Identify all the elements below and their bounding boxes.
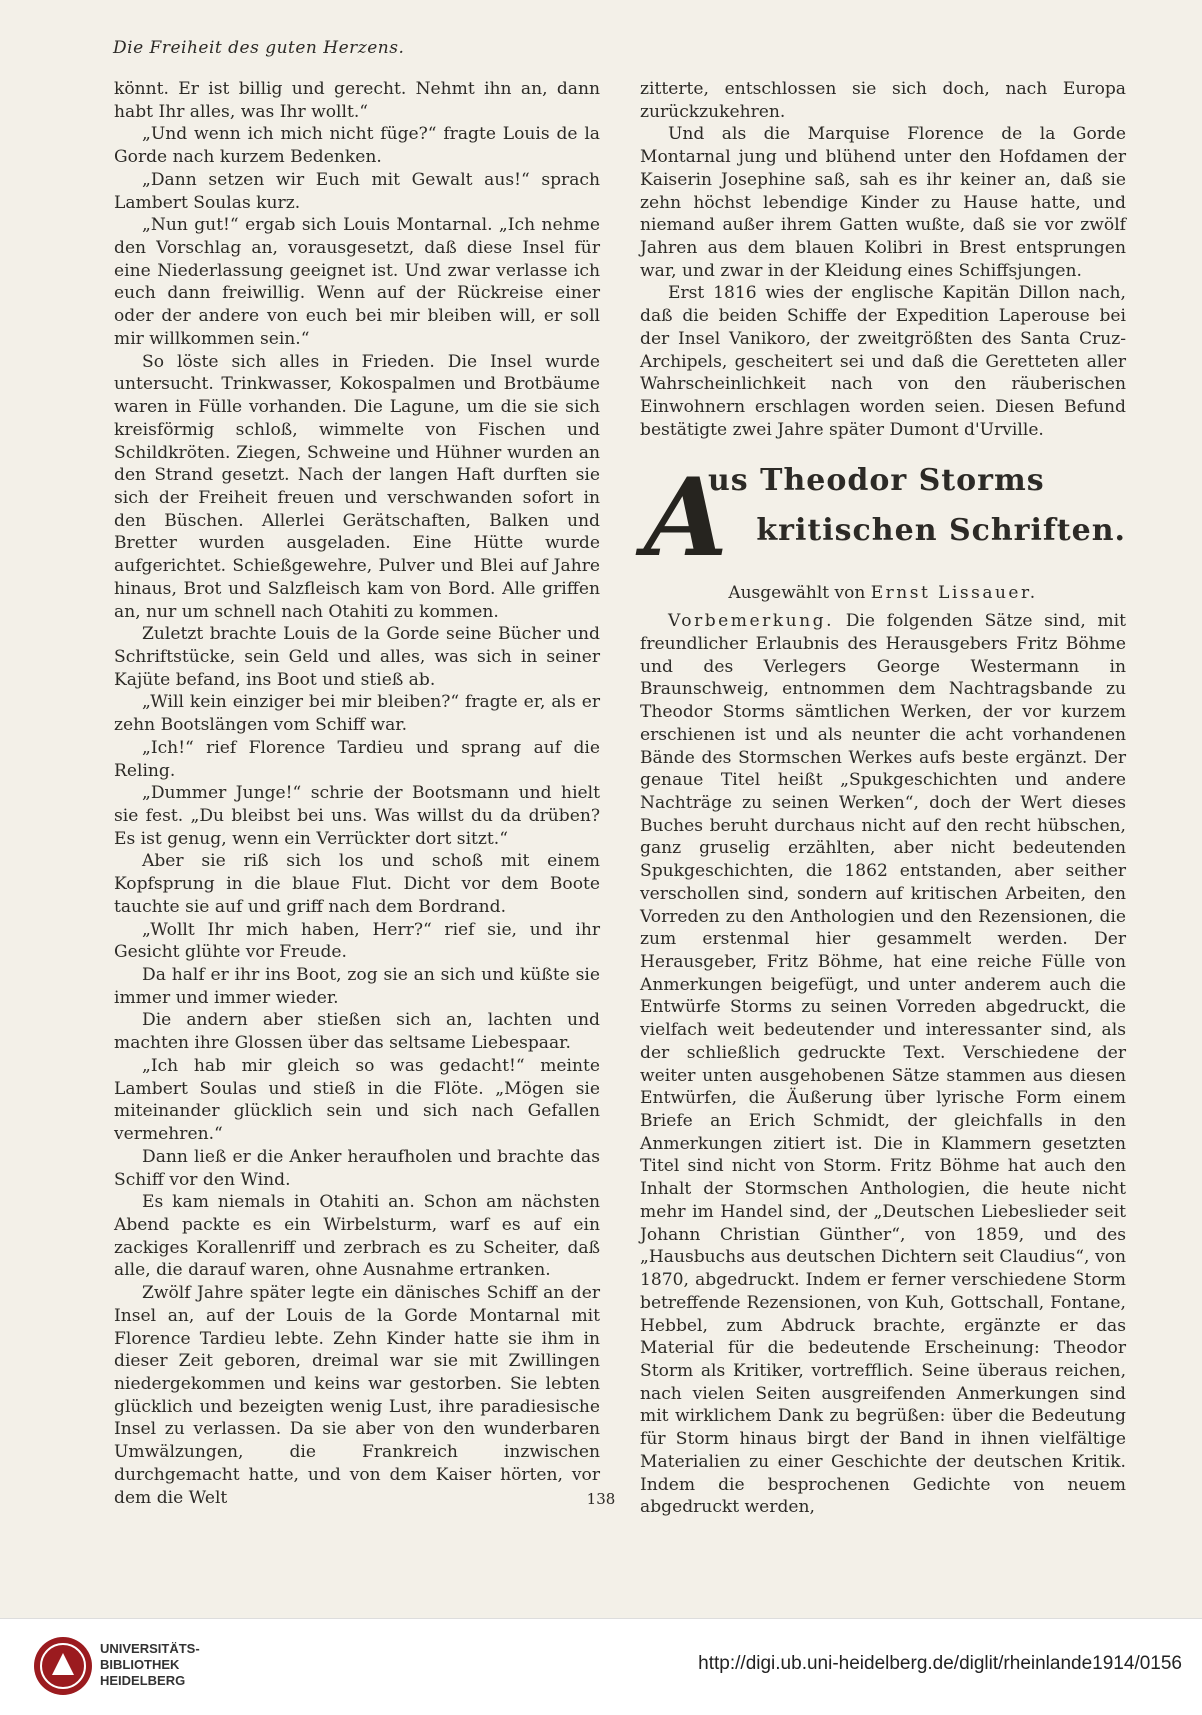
paragraph: könnt. Er ist billig und gerecht. Nehmt ihn an, dann habt Ihr alles, was Ihr wollt.“ [114, 79, 600, 122]
paragraph: „Dummer Junge!“ schrie der Bootsmann und hielt sie fest. „Du bleibst bei uns. Was willst du da drüben? Es ist genug, wenn ein Verrückter dort sitzt.“ [114, 783, 600, 849]
byline-prefix: Ausgewählt von [728, 582, 866, 603]
page-number: 138 [586, 1490, 616, 1508]
paragraph: „Will kein einziger bei mir bleiben?“ fragte er, als er zehn Bootslängen vom Schiff war. [114, 692, 600, 736]
paragraph: Es kam niemals in Otahiti an. Schon am nächsten Abend packte es ein Wirbelsturm, warf es auf ein zackiges Korallenriff und zerbrach es zu Scheiter, daß alle, die darauf waren, ohne Ausnahme ertranken. [114, 1192, 600, 1281]
byline [640, 582, 1126, 605]
viewer-footer [0, 1618, 1202, 1715]
paragraph: „Ich hab mir gleich so was gedacht!“ meinte Lambert Soulas und stieß in die Flöte. „Mögen sie miteinander glücklich sein und sich nach Gefallen vermehren.“ [114, 1055, 600, 1145]
lead-paragraph [640, 610, 1126, 1519]
lead-label: Vorbemerkung. [668, 611, 835, 632]
byline-author: Ernst Lissauer. [870, 582, 1038, 603]
institution-name: UNIVERSITÄTS- BIBLIOTHEK HEIDELBERG [100, 1641, 200, 1688]
source-url-link[interactable]: http://digi.ub.uni-heidelberg.de/diglit/rheinlande1914/0156 [698, 1653, 1182, 1674]
running-head: Die Freiheit des guten Herzens. [113, 38, 405, 58]
paragraph: Dann ließ er die Anker heraufholen und brachte das Schiff vor den Wind. [114, 1146, 600, 1190]
paragraph: Zuletzt brachte Louis de la Gorde seine Bücher und Schriftstücke, sein Geld und alles, was sich in seiner Kajüte befand, ins Boot und stieß ab. [114, 624, 600, 690]
article-title-line2: kritischen Schriften. [756, 512, 1126, 548]
paragraph: Aber sie riß sich los und schoß mit einem Kopfsprung in die blaue Flut. Dicht vor dem Boote tauchte sie auf und griff nach dem Bordrand. [114, 851, 600, 917]
right-column [640, 78, 1126, 1519]
university-seal-icon [32, 1635, 94, 1697]
lead-text: Die folgenden Sätze sind, mit freundlicher Erlaubnis des Herausgebers Fritz Böhme und des Verlegers George Westermann in Braunschweig, entnommen dem Nachtragsbande zu Theodor Storms sämtlichen Werken, der vor kurzem erschienen ist und als neunter die acht vorhandenen Bände des Stormschen Werkes aufs beste ergänzt. Der genaue Titel heißt „Spukgeschichten und andere Nachträge zu seinen Werken“, doch der Wert dieses Buches beruht durchaus nicht auf den recht hübschen, ganz gruselig erzählten, aber nicht bedeutenden Spukgeschichten, die 1862 entstanden, aber seither verschollen sind, sondern auf kritischen Arbeiten, den Vorreden zu den Anthologien und den Rezensionen, die zum erstenmal hier gesammelt werden. Der Herausgeber, Fritz Böhme, hat eine reiche Fülle von Anmerkungen beigefügt, und unter anderem auch die Entwürfe Storms zu seinen Vorreden abgedruckt, die vielfach weit bedeutender und interessanter sind, als der schließlich gedruckte Text. Verschiedene der weiter unten ausgehobenen Sätze stammen aus diesen Entwürfen, die Äußerung über lyrische Form einem Briefe an Erich Schmidt, der gleichfalls in den Anmerkungen zitiert ist. Die in Klammern gesetzten Titel sind nicht von Storm. Fritz Böhme hat auch den Inhalt der Stormschen Anthologien, die heute nicht mehr im Handel sind, der „Deutschen Liebeslieder seit Johann Christian Günther“, von 1859, und des „Hausbuchs aus deutschen Dichtern seit Claudius“, von 1870, abgedruckt. Indem er ferner verschiedene Storm betreffende Rezensionen, von Kuh, Gottschall, Fontane, Hebbel, zum Abdruck brachte, ergänzte er das Material für die bedeutende Erscheinung: Theodor Storm als Kritiker, vortrefflich. Seine überaus reichen, nach vielen Seiten ausgreifenden Anmerkungen sind mit wirklichem Dank zu begrüßen: über die Bedeutung für Storm hinaus birgt der Band in ihnen vielfältige Materialien zu einer Geschichte der deutschen Kritik. Indem die besprochenen Gedichte von neuem abgedruckt werden, [640, 611, 1126, 1518]
paragraph: Und als die Marquise Florence de la Gorde Montarnal jung und blühend unter den Hofdamen der Kaiserin Josephine saß, sah es ihr keiner an, daß sie zehn höchst lebendige Kinder zu Hause hatte, und niemand außer ihrem Gatten wußte, daß sie vor zwölf Jahren aus dem blauen Kolibri in Brest entsprungen war, und zwar in der Kleidung eines Schiffsjungen. [640, 124, 1126, 281]
drop-cap-initial: A [644, 454, 728, 581]
article-heading [640, 454, 1126, 581]
paragraph: Da half er ihr ins Boot, zog sie an sich und küßte sie immer und immer wieder. [114, 965, 600, 1008]
paragraph: „Ich!“ rief Florence Tardieu und sprang auf die Reling. [114, 737, 600, 781]
paragraph: zitterte, entschlossen sie sich doch, nach Europa zurückzukehren. [640, 79, 1126, 122]
paragraph: Zwölf Jahre später legte ein dänisches Schiff an der Insel an, auf der Louis de la Gorde Montarnal mit Florence Tardieu lebte. Zehn Kinder hatte sie ihm in dieser Zeit geboren, dreimal war sie mit Zwillingen niedergekommen und keins war gestorben. Sie lebten glücklich und bezeigten wenig Lust, ihre paradiesische Insel zu verlassen. Da sie aber von den wunderbaren Umwälzungen, die Frankreich inzwischen durchgemacht hatte, und von dem Kaiser hörten, vor dem die Welt [114, 1283, 600, 1508]
paragraph: So löste sich alles in Frieden. Die Insel wurde untersucht. Trinkwasser, Kokospalmen und Brotbäume waren in Fülle vorhanden. Die Lagune, um die sie sich kreisförmig schloß, wimmelte von Fischen und Schildkröten. Ziegen, Schweine und Hühner wurden an den Strand gesetzt. Nach der langen Haft durften sie sich der Freiheit freuen und verschwanden sofort in den Büschen. Allerlei Gerätschaften, Balken und Bretter wurden ausgeladen. Eine Hütte wurde aufgerichtet. Schießgewehre, Pulver und Blei auf Jahre hinaus, Brot und Salzfleisch kam von Bord. Alle griffen an, nur um schnell nach Otahiti zu kommen. [114, 351, 600, 622]
paragraph: Die andern aber stießen sich an, lachten und machten ihre Glossen über das seltsame Liebespaar. [114, 1010, 600, 1054]
paragraph: Erst 1816 wies der englische Kapitän Dillon nach, daß die beiden Schiffe der Expedition Laperouse bei der Insel Vanikoro, der zweitgrößten des Santa Cruz-Archipels, gescheitert sei und daß die Geretteten aller Wahrscheinlichkeit nach von den räuberischen Einwohnern erschlagen worden seien. Diesen Befund bestätigte zwei Jahre später Dumont d'Urville. [640, 283, 1126, 440]
paragraph: „Nun gut!“ ergab sich Louis Montarnal. „Ich nehme den Vorschlag an, vorausgesetzt, daß diese Insel für eine Niederlassung geeignet ist. Und zwar verlasse ich euch dann freiwillig. Wenn auf der Rückreise einer oder der andere von euch bei mir bleiben will, er soll mir willkommen sein.“ [114, 215, 600, 349]
paragraph: „Dann setzen wir Euch mit Gewalt aus!“ sprach Lambert Soulas kurz. [114, 169, 600, 213]
paragraph: „Wollt Ihr mich haben, Herr?“ rief sie, und ihr Gesicht glühte vor Freude. [114, 919, 600, 963]
paragraph: „Und wenn ich mich nicht füge?“ fragte Louis de la Gorde nach kurzem Bedenken. [114, 124, 600, 168]
left-column [114, 78, 600, 1509]
article-title-line1: us Theodor Storms [708, 462, 1045, 498]
